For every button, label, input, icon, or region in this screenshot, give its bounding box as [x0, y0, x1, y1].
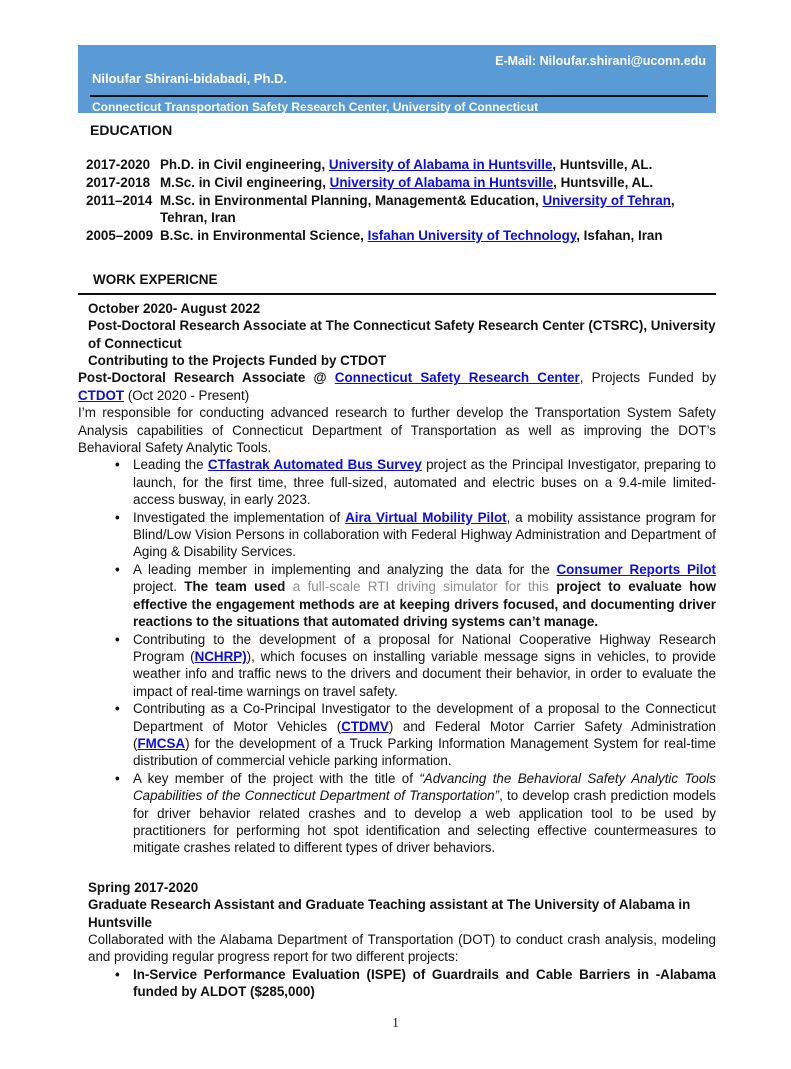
text-segment: B.Sc. in Environmental Science, — [160, 227, 368, 243]
text-segment: , Projects Funded by — [579, 370, 717, 386]
text-segment: The team used — [184, 579, 293, 595]
hyperlink[interactable]: Aira Virtual Mobility Pilot — [345, 509, 507, 525]
hyperlink[interactable]: NCHRP) — [194, 648, 247, 664]
email-text: E-Mail: Niloufar.shirani@uconn.edu — [495, 54, 706, 68]
bullet-item — [78, 700, 716, 770]
resume-page — [0, 45, 791, 1001]
education-heading: EDUCATION — [90, 122, 173, 138]
education-item — [86, 227, 716, 245]
hyperlink[interactable]: Consumer Reports Pilot — [556, 561, 716, 577]
hyperlink[interactable]: CTfastrak Automated Bus Survey — [207, 457, 422, 473]
text-segment: A key member of the project with the title of — [133, 770, 420, 786]
hyperlink[interactable]: Connecticut Safety Research Center — [334, 370, 580, 386]
education-item — [86, 174, 716, 192]
text-segment: Contributing to the development of a proposal for National Cooperative Highway Research Program ( — [133, 631, 716, 664]
bullet-item — [78, 631, 716, 701]
education-years: 2017-2018 — [86, 175, 151, 190]
text-segment: Investigated the implementation of — [133, 509, 346, 525]
header-banner — [78, 45, 716, 113]
text-segment: “Advancing the Behavioral Safety Analytic Tools Capabilities of the Connecticut Department of Transportation” — [133, 770, 716, 804]
bullet-item — [78, 509, 716, 561]
text-segment: @ — [305, 370, 335, 386]
text-segment: project as the Principal Investigator, preparing to launch, for the first time, three full-sized, automated and electric buses on a 9.4-mile limited-access busway, in early 2023. — [133, 457, 717, 508]
education-years: 2011–2014 — [86, 192, 153, 208]
text-segment: M.Sc. in Environmental Planning, Management& Education, — [160, 192, 543, 208]
job-title: Post-Doctoral Research Associate at The Connecticut Safety Research Center (CTSRC), University of Connecticut — [88, 318, 716, 351]
hyperlink[interactable]: University of Alabama in Huntsville — [329, 175, 554, 190]
education-description — [160, 174, 716, 192]
job-title: Graduate Research Assistant and Graduate Teaching assistant at The University of Alabama in Huntsville — [88, 897, 691, 930]
job-description: I’m responsible for conducting advanced research to further develop the Transportation System Safety Analysis capabilities of Connecticut Department of Transportation as well as improving the DOT’s Behavioral Safety Analytic Tools. — [78, 405, 716, 456]
work-experience-heading: WORK EXPERICNE — [78, 271, 716, 294]
text-segment: , Huntsville, AL. — [552, 157, 653, 173]
person-name: Niloufar Shirani-bidabadi, Ph.D. — [92, 71, 288, 86]
bullet-item — [78, 770, 716, 857]
hyperlink[interactable]: CTDOT — [78, 387, 125, 403]
text-segment: , Huntsville, AL. — [553, 175, 654, 190]
text-segment: ) for the development of a Truck Parking Information Management System for real-time distribution of commercial vehicle parking information. — [133, 735, 716, 769]
text-segment: , to develop crash prediction models for driver behavior related crashes and to develop a web application tool to be used by practitioners for performing hot spot identification and selecting effective countermeasures to mitigate crashes related to different types of driver behaviors. — [133, 788, 716, 856]
text-segment: In-Service Performance Evaluation (ISPE) of Guardrails and Cable Barriers in -Alabama funded by ALDOT ($285,000) — [133, 966, 716, 1000]
text-segment: A leading member in implementing and analyzing the data for the — [133, 561, 557, 577]
text-segment: a full-scale RTI driving simulator for this — [292, 579, 557, 595]
text-segment: , a mobility assistance program for Blind/Low Vision Persons in collaboration with Federal Highway Administration and Department of Aging & Disability Services. — [133, 509, 717, 560]
hyperlink[interactable]: FMCSA — [137, 735, 186, 751]
hyperlink[interactable]: University of Tehran — [542, 192, 671, 208]
job-grad-assistant — [78, 879, 716, 1001]
text-segment: Post-Doctoral Research Associate — [78, 370, 306, 386]
education-years: 2017-2020 — [86, 157, 151, 173]
text-segment: (Oct 2020 - Present) — [124, 387, 250, 403]
page-number: 1 — [392, 1014, 399, 1030]
education-item — [86, 156, 716, 174]
hyperlink[interactable]: University of Alabama in Huntsville — [328, 157, 553, 173]
text-segment: Ph.D. in Civil engineering, — [160, 157, 329, 173]
text-segment: project to evaluate how effective the engagement methods are at keeping drivers focused, and documenting driver reactions to the situations that automated driving systems can’t manage. — [133, 579, 716, 630]
education-description — [160, 192, 716, 227]
hyperlink[interactable]: CTDMV — [341, 718, 389, 734]
job-subtitle: Contributing to the Projects Funded by CTDOT — [88, 353, 387, 368]
job-postdoc — [78, 300, 716, 857]
bullet-item — [78, 561, 716, 631]
text-segment: , Tehran, Iran — [160, 192, 675, 226]
text-segment: Contributing as a Co-Principal Investigator to the development of a proposal to the Connecticut Department of Motor Vehicles ( — [133, 701, 716, 734]
job-intro-line — [78, 369, 716, 404]
job-bullet-list — [78, 966, 716, 1001]
education-item — [86, 192, 716, 227]
education-description — [160, 156, 716, 174]
text-segment: ) and Federal Motor Carrier Safety Administration ( — [133, 718, 716, 751]
education-years: 2005–2009 — [86, 227, 154, 243]
bullet-item — [78, 966, 716, 1001]
text-segment: M.Sc. in Civil engineering, — [160, 175, 330, 190]
education-description — [160, 227, 716, 245]
text-segment: Leading the — [133, 457, 208, 473]
text-segment: project. — [133, 579, 185, 595]
bullet-item — [78, 456, 716, 508]
job-bullet-list — [78, 456, 716, 856]
text-segment: , Isfahan, Iran — [576, 227, 663, 243]
header-divider — [90, 95, 708, 97]
hyperlink[interactable]: Isfahan University of Technology — [367, 227, 577, 243]
text-segment: ), which focuses on installing variable message signs in vehicles, to provide weather info and traffic news to the drivers and document their behavior, in order to evaluate the impact of real-time warnings on travel safety. — [133, 648, 716, 699]
affiliation-text: Connecticut Transportation Safety Research Center, University of Connecticut — [92, 100, 539, 114]
job-dates: October 2020- August 2022 — [88, 300, 261, 316]
education-list — [78, 156, 716, 244]
job-description: Collaborated with the Alabama Department of Transportation (DOT) to conduct crash analysis, modeling and providing regular progress report for two different projects: — [88, 932, 716, 965]
job-dates: Spring 2017-2020 — [88, 879, 199, 895]
